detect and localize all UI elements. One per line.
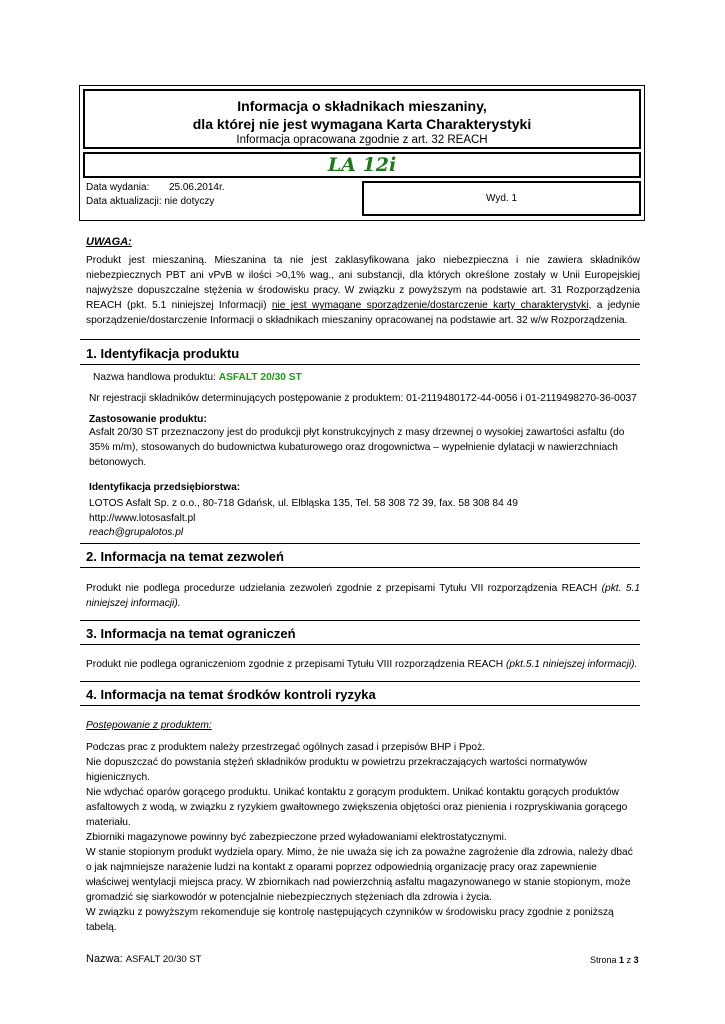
update-value: nie dotyczy <box>164 196 215 207</box>
section-rule-bottom <box>80 705 640 706</box>
edition-box <box>362 181 641 216</box>
footer-name-value: ASFALT 20/30 ST <box>125 954 202 965</box>
section-2-text <box>86 581 640 611</box>
edition: Wyd. 1 <box>485 193 518 204</box>
issue-date-label: Data wydania: <box>86 182 150 193</box>
section-3-title: 3. Informacja na temat ograniczeń <box>86 626 296 641</box>
issue-date-row <box>86 181 357 195</box>
notice-text-part1: Produkt jest mieszaniną. Mieszanina ta nie jest zaklasyfikowana jako niebezpieczna i nie zawiera składników niebezpiecznych PBT ani vPvB w ilości >0,1% wag., ani substancji, dla których określone zostały w Unii Europejskiej najwyższe dopuszczalne stężenia w środowisku pracy. W związku z powyższym na podstawie art. 31 Rozporządzenia REACH (pkt. 5.1 niniejszej Informacji) <box>86 255 640 311</box>
document-header <box>79 85 645 221</box>
use-heading: Zastosowanie produktu: <box>89 414 207 425</box>
header-title-box <box>83 89 641 149</box>
product-code-box <box>83 152 641 178</box>
risk-line-4: Zbiorniki magazynowe powinny być zabezpieczone przed wyładowaniami elektrostatycznymi. <box>86 832 507 843</box>
section-rule-top <box>80 543 640 544</box>
notice-text <box>86 253 640 328</box>
dates-box <box>83 181 357 216</box>
section-4-body <box>86 740 640 935</box>
title-line-1: Informacja o składnikach mieszaniny, <box>237 98 487 114</box>
company-email-link[interactable]: reach@grupalotos.pl <box>89 527 184 538</box>
section-1-title: 1. Identyfikacja produktu <box>86 346 240 361</box>
notice-heading: UWAGA: <box>86 236 132 248</box>
section-2-ref: (pkt. 5.1 niniejszej informacji). <box>86 583 640 609</box>
section-rule-top <box>80 681 640 682</box>
trade-name-row <box>93 370 302 385</box>
use-text: Asfalt 20/30 ST przeznaczony jest do produkcji płyt konstrukcyjnych z masy drzewnej o wysokiej zawartości asfaltu (do 35% m/m), stosowanych do budownictwa kubaturowego oraz drogownictwa – wypełnienie dylatacji w nawierzchniach betonowych. <box>89 427 625 468</box>
section-3-ref: (pkt.5.1 niniejszej informacji). <box>506 659 638 670</box>
notice-text-underlined: nie jest wymagane sporządzenie/dostarczenie karty charakterystyki <box>271 300 589 311</box>
product-code: LA 12i <box>327 154 397 176</box>
section-3-body: Produkt nie podlega ograniczeniom zgodnie z przepisami Tytułu VIII rozporządzenia REACH <box>86 659 506 670</box>
section-rule-bottom <box>80 364 640 365</box>
footer-name-label: Nazwa: <box>86 953 123 965</box>
risk-line-1: Podczas prac z produktem należy przestrzegać ogólnych zasad i przepisów BHP i Ppoż. <box>86 742 486 753</box>
trade-name-label: Nazwa handlowa produktu: <box>93 372 219 383</box>
section-rule-top <box>80 620 640 621</box>
section-4-subheading: Postępowanie z produktem: <box>86 720 212 731</box>
footer-product-name <box>86 953 201 965</box>
page-current: 1 <box>619 955 625 965</box>
risk-line-3: Nie wdychać oparów gorącego produktu. Unikać kontaktu z gorącym produktem. Unikać kontaktu gorących produktów asfaltowych z wodą, w związku z ryzykiem gwałtownego zwiększenia objętości oraz pienienia i rozpryskiwania gorącego materiału. <box>86 787 628 828</box>
notice-text-part2: , a jedynie sporządzenie/dostarczenie Informacji o składnikach mieszaniny opracowanej na podstawie art. 32 w/w Rozporządzenia. <box>86 300 640 326</box>
subtitle: Informacja opracowana zgodnie z art. 32 REACH <box>236 134 488 146</box>
update-label: Data aktualizacji: <box>86 196 162 207</box>
registration-number: Nr rejestracji składników determinujących postępowanie z produktem: 01-2119480172-44-0056 i 01-2119498270-36-0037 <box>89 393 637 404</box>
company-heading: Identyfikacja przedsiębiorstwa: <box>89 482 241 493</box>
company-address: LOTOS Asfalt Sp. z o.o., 80-718 Gdańsk, ul. Elbląska 135, Tel. 58 308 72 39, fax. 58 308 84 49 <box>89 498 518 509</box>
update-date-row <box>86 195 357 209</box>
page-total: 3 <box>633 955 639 965</box>
section-2-body: Produkt nie podlega procedurze udzielania zezwoleń zgodnie z przepisami Tytułu VII rozporządzenia REACH <box>86 583 598 594</box>
section-2-title: 2. Informacja na temat zezwoleń <box>86 549 284 564</box>
risk-line-6: W związku z powyższym rekomenduje się kontrolę następujących czynników w środowisku pracy zgodnie z poniższą tabelą. <box>86 907 614 933</box>
page-sep: z <box>626 955 632 965</box>
title-line-2: dla której nie jest wymagana Karta Charakterystyki <box>192 116 532 132</box>
page-label: Strona <box>590 955 617 965</box>
section-rule-bottom <box>80 644 640 645</box>
section-rule-top <box>80 339 640 340</box>
company-web-link[interactable]: http://www.lotosasfalt.pl <box>89 513 196 524</box>
footer-page-number <box>590 955 639 965</box>
issue-date-value: 25.06.2014r. <box>168 182 225 193</box>
section-3-text <box>86 657 640 672</box>
risk-line-2: Nie dopuszczać do powstania stężeń składników produktu w powietrzu przekraczających wartości normatywów higienicznych. <box>86 757 588 783</box>
risk-line-5: W stanie stopionym produkt wydziela opary. Mimo, że nie uważa się ich za poważne zagrożenie dla zdrowia, należy dbać o jak najmniejsze narażenie ludzi na kontakt z oparami poprzez odpowiednią organizację pracy oraz zapewnienie właściwej wentylacji miejsca pracy. W zbiornikach nad powierzchnią asfaltu magazynowanego w stanie stopionym, może gromadzić się siarkowodór w potencjalnie niebezpiecznych stężeniach dla zdrowia i życia. <box>86 847 633 903</box>
section-rule-bottom <box>80 567 640 568</box>
section-4-title: 4. Informacja na temat środków kontroli ryzyka <box>86 687 376 702</box>
trade-name-value: ASFALT 20/30 ST <box>218 372 302 383</box>
